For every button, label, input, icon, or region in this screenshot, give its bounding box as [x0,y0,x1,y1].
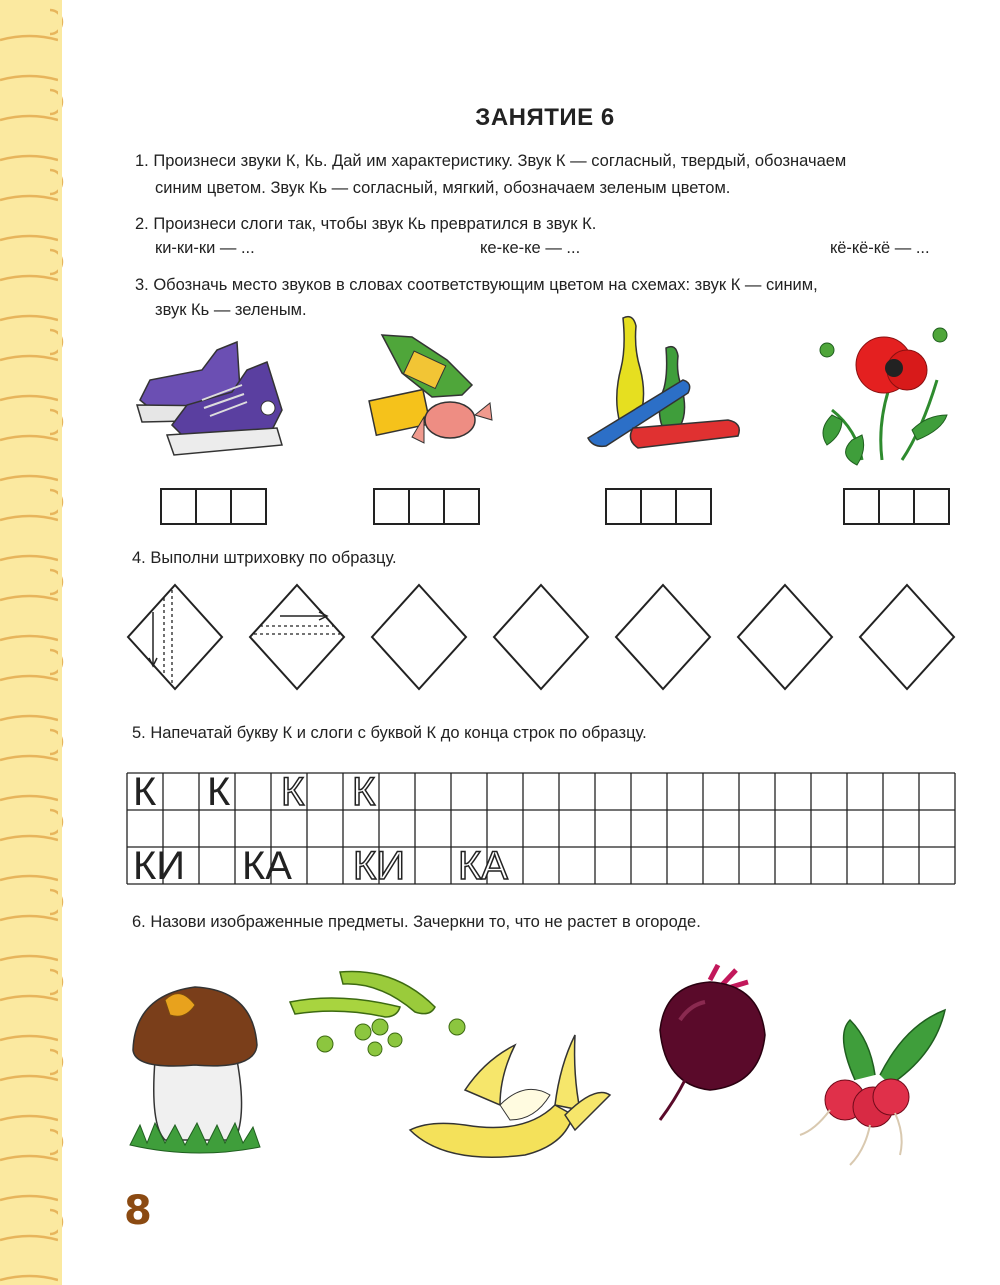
beet-icon [640,960,775,1125]
task2-syllable-kyo: кё-кё-кё — ... [830,239,930,257]
task2-syllable-ke: ке-ке-ке — ... [480,239,581,257]
task2-syllable-ki: ки-ки-ки — ... [155,239,255,257]
candies-icon [362,325,497,465]
task1-line2: синим цветом. Звук Кь — согласный, мягкий, обозначаем зеленым цветом. [155,179,731,197]
sound-schema-3[interactable] [605,488,712,525]
letter-sample-1: К [133,770,157,814]
shading-diamonds [120,580,960,700]
lesson-title: ЗАНЯТИЕ 6 [475,104,615,131]
letter-sample-dotted-2: К [352,770,376,814]
radish-icon [795,1005,955,1170]
task1-line1: 1. Произнеси звуки К, Кь. Дай им характеристику. Звук К — согласный, твердый, обозначаем [135,152,847,170]
syllable-sample-ka: КА [242,844,292,888]
banana-icon [405,1025,615,1170]
sneakers-icon [132,330,292,465]
task2-line1: 2. Произнеси слоги так, чтобы звук Кь превратился в звук К. [135,215,597,233]
sound-schema-1[interactable] [160,488,267,525]
letter-sample-2: К [207,770,231,814]
task6-text: 6. Назови изображенные предметы. Зачеркни то, что не растет в огороде. [132,913,701,931]
poppy-flower-icon [812,320,957,470]
page-number: 8 [124,1188,152,1234]
puzzle-margin-strip [0,0,96,1285]
task3-line1: 3. Обозначь место звуков в словах соответствующим цветом на схемах: звук К — синим, [135,276,818,294]
task3-line2: звук Кь — зеленым. [155,301,307,319]
sound-schema-2[interactable] [373,488,480,525]
mushroom-icon [125,975,265,1170]
task5-text: 5. Напечатай букву К и слоги с буквой К до конца строк по образцу. [132,724,647,742]
syllable-sample-ki: КИ [133,844,186,888]
syllable-sample-dotted-ka: КА [458,844,508,888]
sound-schema-4[interactable] [843,488,950,525]
syllable-sample-dotted-ki: КИ [353,844,406,888]
task4-text: 4. Выполни штриховку по образцу. [132,549,397,567]
letter-sample-dotted-1: К [281,770,305,814]
skittles-icon [578,308,748,463]
